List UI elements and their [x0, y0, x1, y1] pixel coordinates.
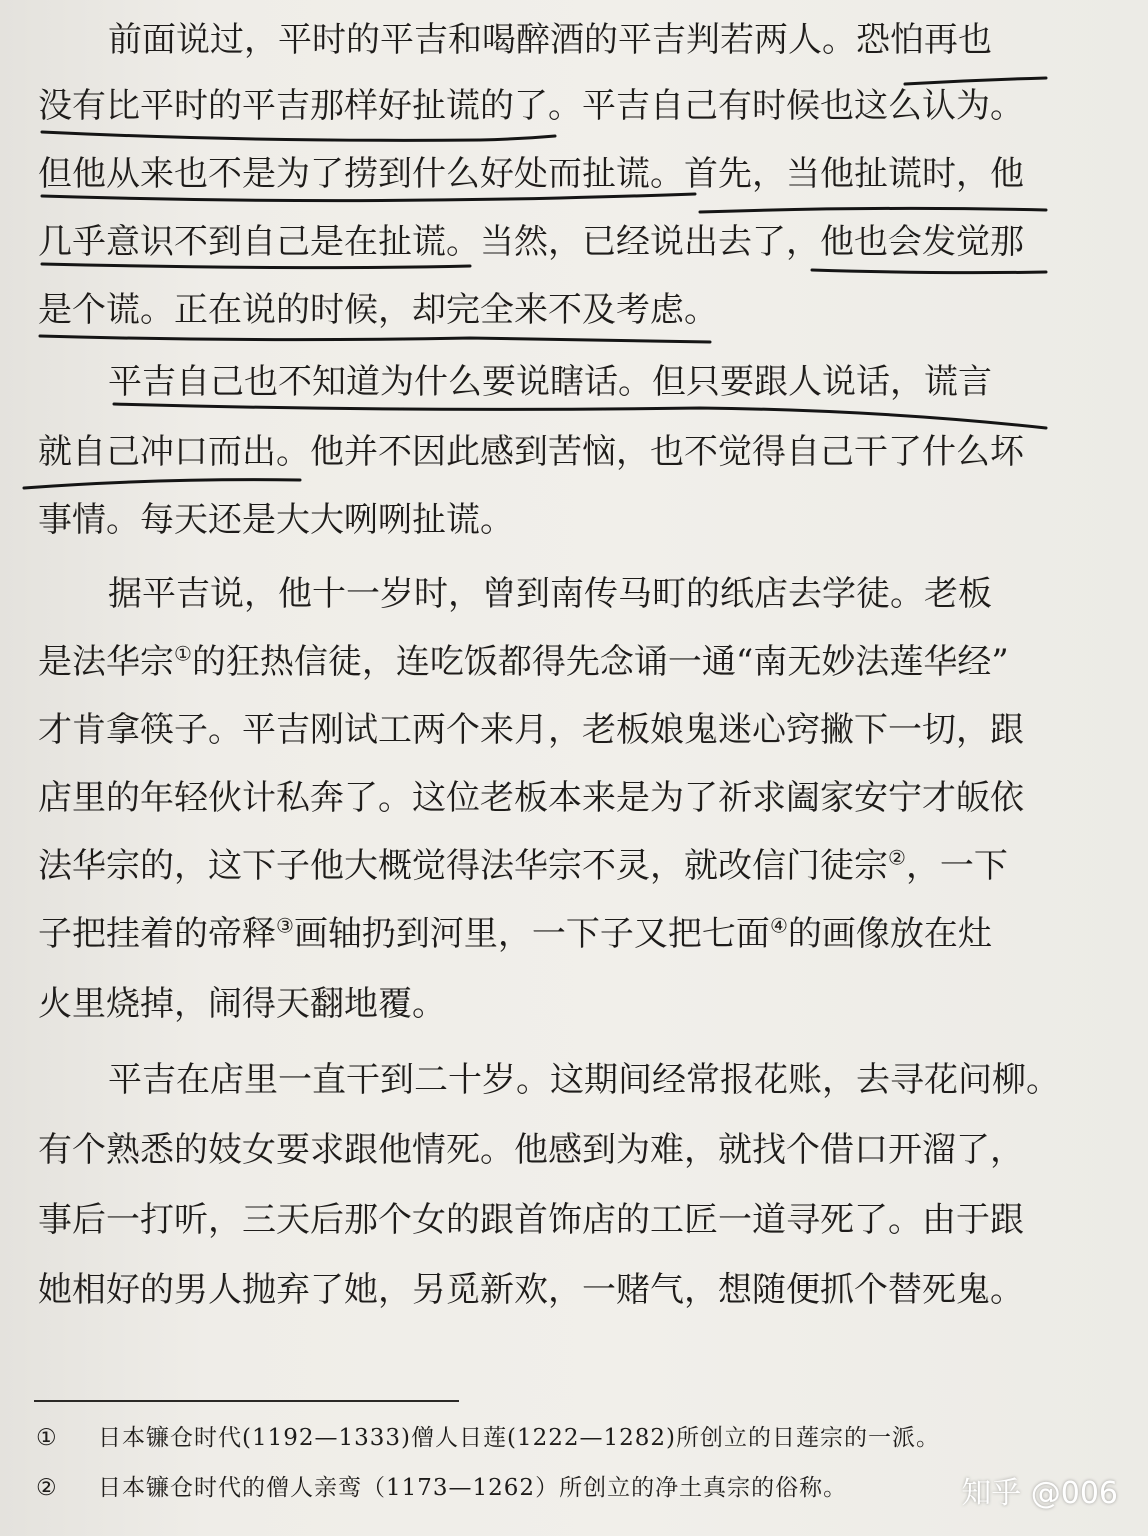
text-span: 的狂热信徒，连吃饭都得先念诵一通“南无妙法莲华经”: [191, 642, 1009, 682]
text-line: 店里的年轻伙计私奔了。这位老板本来是为了祈求阖家安宁才皈依: [38, 778, 1024, 818]
text-span: 法华宗的，这下子他大概觉得法华宗不灵，就改信门徒宗: [38, 846, 888, 886]
text-line: 平吉自己也不知道为什么要说瞎话。但只要跟人说话，谎言: [108, 362, 992, 402]
footnote-marker: ④: [769, 913, 788, 938]
text-span: 是法华宗: [38, 642, 174, 682]
text-line: 平吉在店里一直干到二十岁。这期间经常报花账，去寻花问柳。: [108, 1060, 1060, 1100]
footnote-marker: ①: [174, 641, 192, 666]
underline-stroke: [812, 270, 1046, 273]
text-line: 但他从来也不是为了捞到什么好处而扯谎。首先，当他扯谎时，他: [38, 154, 1024, 194]
text-line: 才肯拿筷子。平吉刚试工两个来月，老板娘鬼迷心窍撇下一切，跟: [38, 710, 1024, 750]
text-line: 没有比平时的平吉那样好扯谎的了。平吉自己有时候也这么认为。: [38, 86, 1024, 126]
text-line: 事后一打听，三天后那个女的跟首饰店的工匠一道寻死了。由于跟: [38, 1200, 1024, 1240]
text-line: [38, 912, 1048, 956]
footnote: [36, 1422, 940, 1454]
underline-stroke: [42, 264, 470, 268]
text-line: 火里烧掉，闹得天翻地覆。: [38, 984, 446, 1024]
text-line: 据平吉说，他十一岁时，曾到南传马町的纸店去学徒。老板: [108, 574, 992, 614]
underline-stroke: [24, 480, 300, 488]
text-span: ，一下: [905, 846, 1008, 886]
text-line: 是个谎。正在说的时候，却完全来不及考虑。: [38, 290, 718, 330]
text-line: 就自己冲口而出。他并不因此感到苦恼，也不觉得自己干了什么坏: [38, 432, 1024, 472]
text-line: 几乎意识不到自己是在扯谎。当然，已经说出去了，他也会发觉那: [38, 222, 1024, 262]
watermark: 知乎 @006: [961, 1476, 1118, 1511]
underline-stroke: [114, 404, 1046, 428]
text-line: [38, 640, 1048, 684]
text-line: [38, 844, 1048, 888]
footnote-number: ②: [36, 1475, 58, 1501]
underline-stroke: [700, 208, 1046, 212]
text-line: 有个熟悉的妓女要求跟他情死。他感到为难，就找个借口开溜了，: [38, 1130, 1024, 1170]
text-span: 画轴扔到河里，一下子又把七面: [293, 914, 770, 954]
footnote-text: 日本镰仓时代的僧人亲鸾（1173—1262）所创立的净土真宗的俗称。: [98, 1475, 848, 1501]
text-span: 的画像放在灶: [787, 914, 992, 954]
text-line: 前面说过，平时的平吉和喝醉酒的平吉判若两人。恐怕再也: [108, 20, 992, 60]
text-line: 事情。每天还是大大咧咧扯谎。: [38, 500, 514, 540]
text-line: 她相好的男人抛弃了她，另觅新欢，一赌气，想随便抓个替死鬼。: [38, 1270, 1024, 1310]
underline-stroke: [42, 132, 555, 140]
footnote-text: 日本镰仓时代(1192—1333)僧人日莲(1222—1282)所创立的日莲宗的一派。: [98, 1425, 941, 1451]
footnote-number: ①: [36, 1425, 58, 1451]
footnote-rule: [34, 1400, 459, 1402]
footnote: [36, 1472, 847, 1504]
footnote-marker: ②: [888, 845, 906, 870]
footnote-marker: ③: [276, 913, 294, 938]
underline-stroke: [40, 336, 710, 342]
text-span: 子把挂着的帝释: [38, 914, 276, 954]
